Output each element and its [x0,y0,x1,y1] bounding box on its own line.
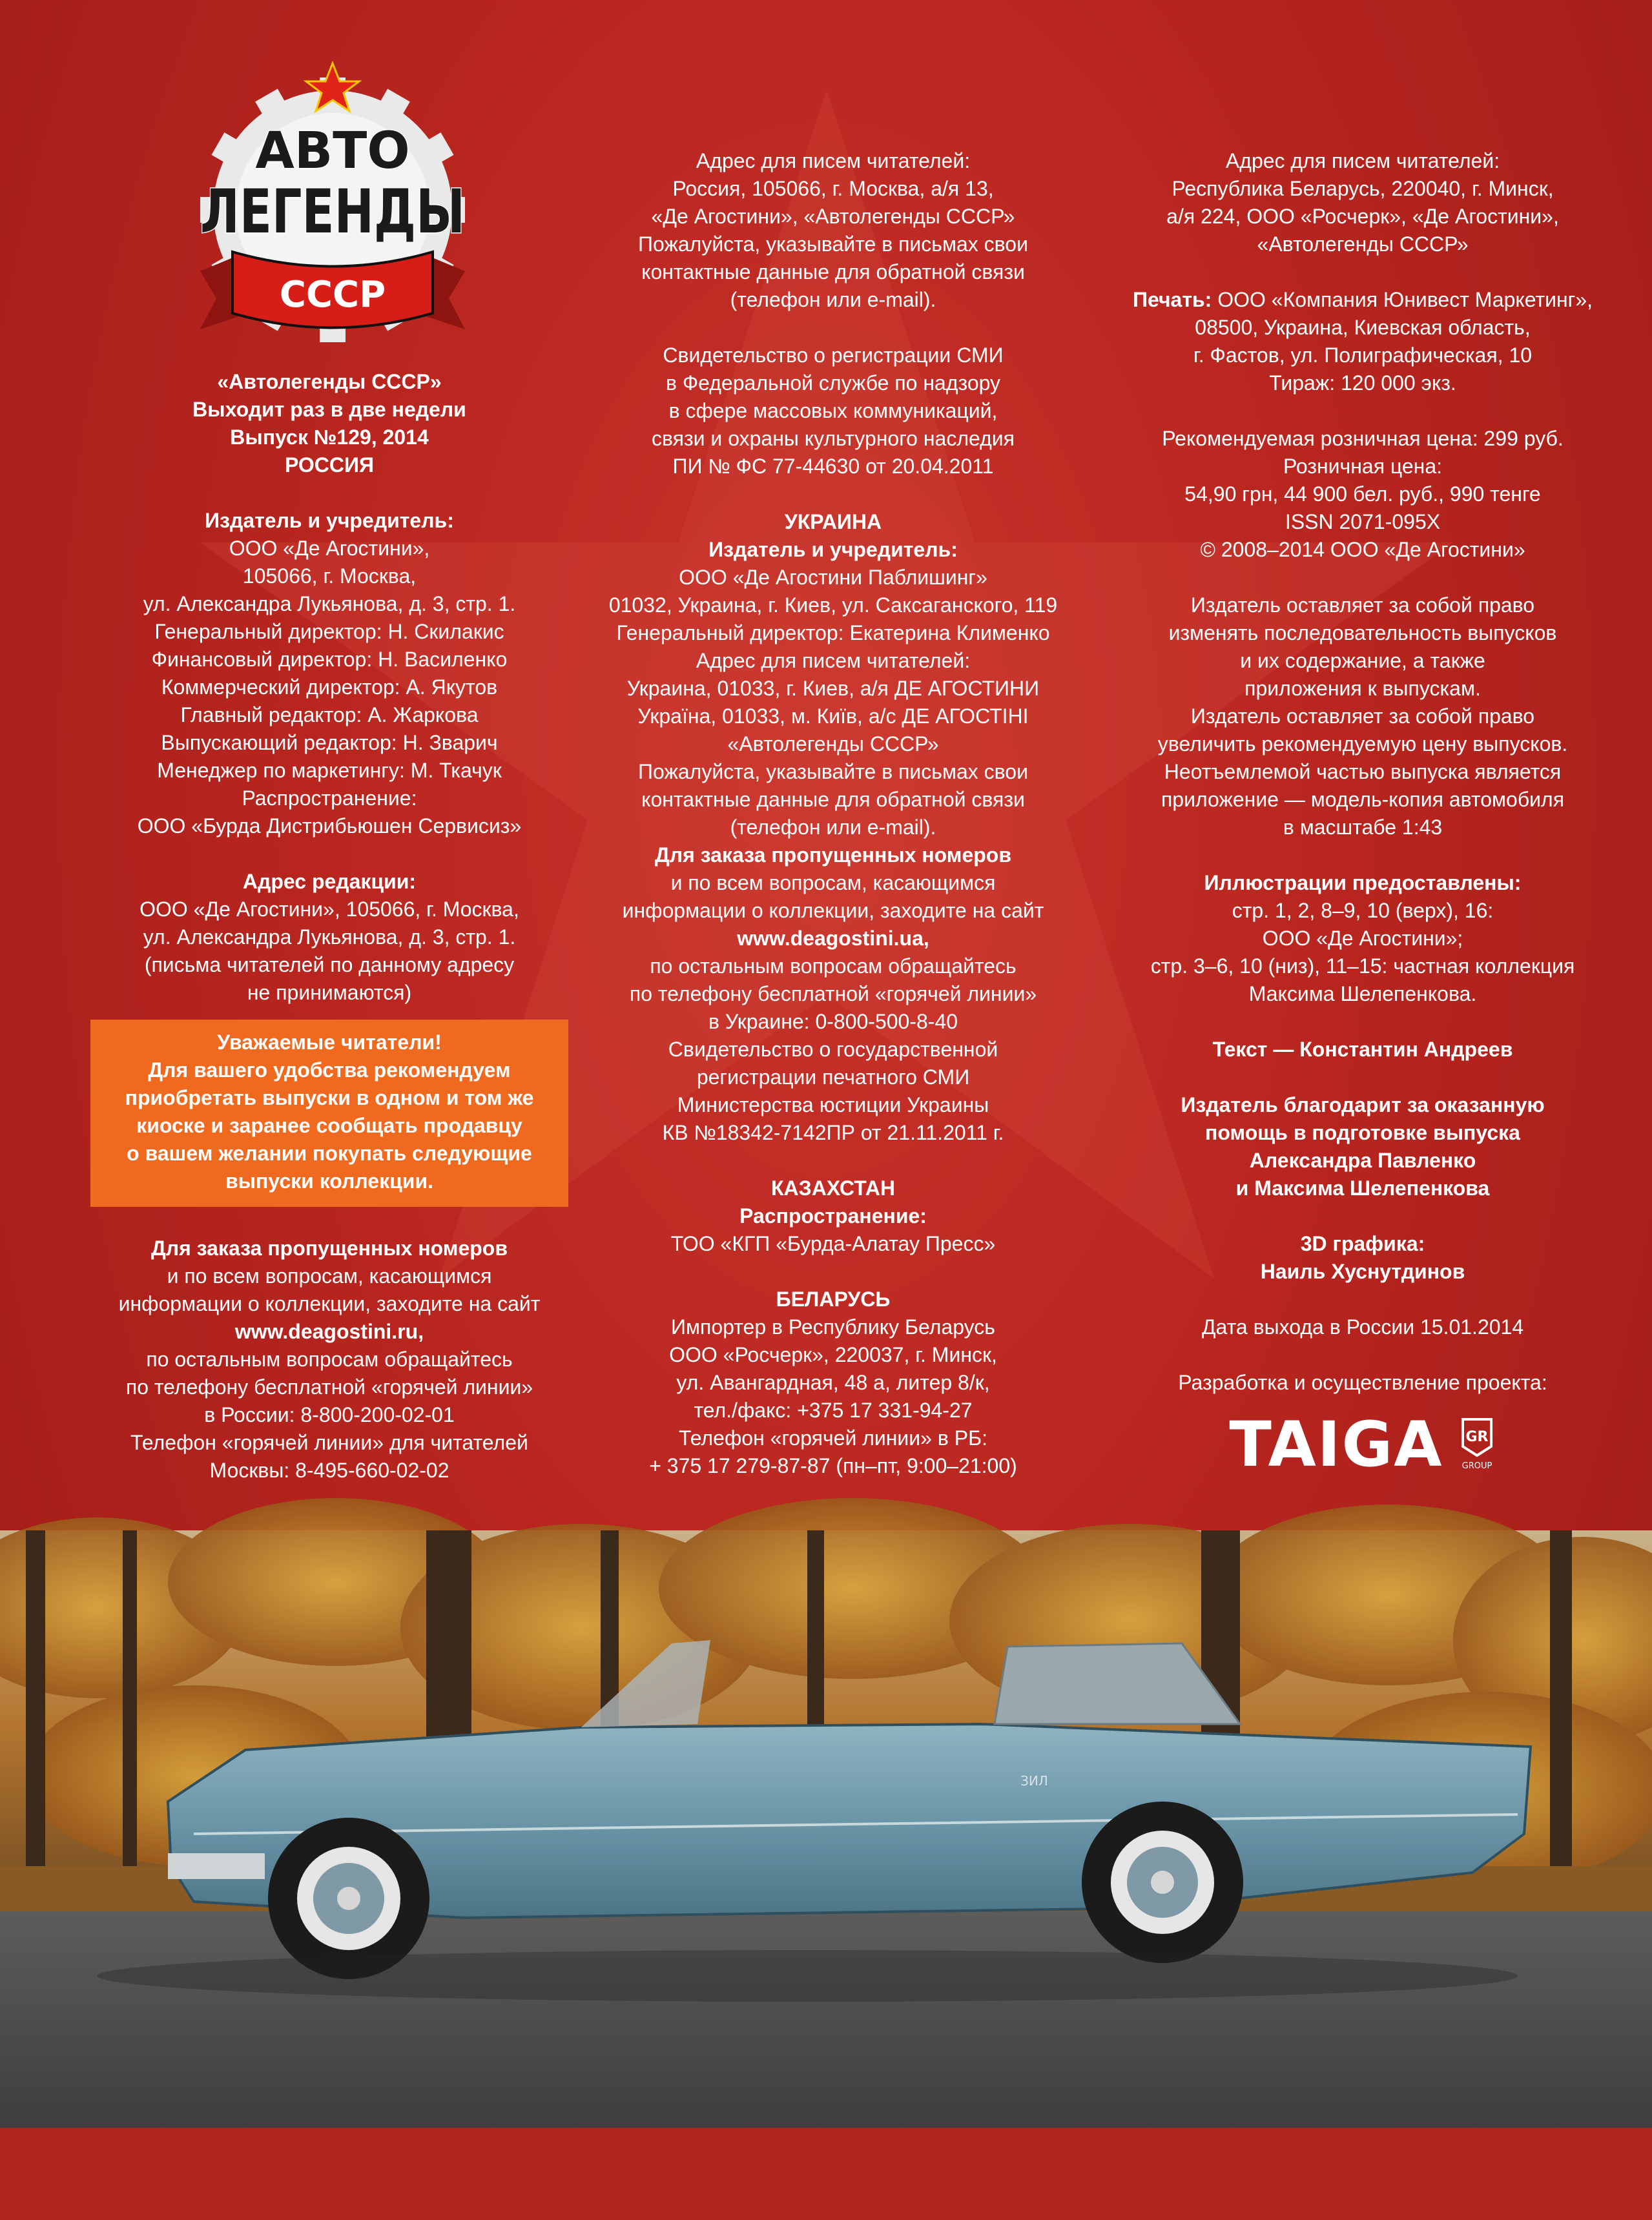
masthead: «Автолегенды СССР» Выходит раз в две недели Выпуск №129, 2014 РОССИЯ [192,370,466,477]
graphics-heading: 3D графика: [1300,1232,1425,1255]
ukraine-order-heading: Для заказа пропущенных номеров [654,843,1012,867]
text-credit: Текст — Константин Андреев [1212,1038,1513,1061]
svg-text:СССР: СССР [279,274,386,316]
car-shadow [97,1950,1518,2002]
car-photo [0,1530,1652,2128]
group-badge-icon [1458,1415,1496,1474]
site-link-ru[interactable]: www.deagostini.ru, [234,1320,424,1343]
belarus-block: Импортер в Республику Беларусь ООО «Росчерк», 220037, г. Минск, ул. Авангардная, 48 а, литер 8/к, тел./факс: +375 17 331-94-27 Телефон «горячей линии» в РБ: + 375 17 279-87-87 (пн–пт, 9:00–21:00) [649,1315,1017,1477]
rights-block: Издатель оставляет за собой право изменять последовательность выпусков и их содержание, а также приложения к выпускам. Издатель оставляет за собой право увеличить рекомендуемую цену выпусков. Неотъемлемой частью выпуска является приложение — модель-копия автомобиля в масштабе 1:43 [1157,593,1568,839]
print-line: Печать: ООО «Компания Юнивест Маркетинг», [1132,288,1593,311]
ukraine-order-line: информации о коллекции, заходите на сайт [622,899,1044,922]
thanks-block: Издатель благодарит за оказанную помощь в подготовке выпуска Александра Павленко и Максима Шелепенкова [1181,1093,1545,1200]
right-column [1085,147,1640,1481]
editorial-heading: Адрес редакции: [242,870,417,893]
belarus-heading: БЕЛАРУСЬ [776,1288,891,1311]
russia-letters-block: Адрес для писем читателей: Россия, 105066, г. Москва, а/я 13, «Де Агостини», «Автолегенды СССР» Пожалуйста, указывайте в письмах свои контактные данные для обратной связи (телефон или e-mail). [638,149,1028,311]
release-date: Дата выхода в России 15.01.2014 [1201,1315,1524,1339]
ukraine-block: ООО «Де Агостини Паблишинг» 01032, Украина, г. Киев, ул. Саксаганского, 119 Генеральный директор: Екатерина Клименко Адрес для писем читателей: Украина, 01033, г. Киев, а/я ДЕ АГОСТИНИ Україна, 01033, м. Київ, а/с ДЕ АГОСТІНІ «Автолегенды СССР» Пожалуйста, указывайте в письмах свои контактные данные для обратной связи (телефон или e-mail). [608,566,1058,839]
avtolegendy-logo [187,58,478,375]
ukraine-heading: УКРАИНА [784,510,882,533]
site-link-ua[interactable]: www.deagostini.ua, [737,927,929,950]
taiga-logo [1085,1408,1640,1481]
registration-block: Свидетельство о регистрации СМИ в Федеральной службе по надзору в сфере массовых коммуникаций, связи и охраны культурного наследия ПИ № ФС 77-44630 от 20.04.2011 [652,344,1015,478]
publisher-block: ООО «Де Агостини», 105066, г. Москва, ул. Александра Лукьянова, д. 3, стр. 1. Генеральный директор: Н. Скилакис Финансовый директор: Н. Василенко Коммерческий директор: А. Якутов Главный редактор: А. Жаркова Выпускающий редактор: Н. Зварич Менеджер по маркетингу: М. Ткачук Распространение: ООО «Бурда Дистрибьюшен Сервисиз» [137,537,522,838]
svg-text:ЛЕГЕНДЫ: ЛЕГЕНДЫ [200,177,465,247]
price-block: Рекомендуемая розничная цена: 299 руб. Розничная цена: 54,90 грн, 44 900 бел. руб., 990 тенге ISSN 2071-095X © 2008–2014 ООО «Де Агостини» [1162,427,1564,561]
order-line: информации о коллекции, заходите на сайт [118,1292,541,1315]
taiga-wordmark: TAIGA [1229,1408,1443,1481]
middle-column [568,147,1098,1480]
graphics-name: Наиль Хуснутдинов [1260,1260,1465,1283]
print-block: 08500, Украина, Киевская область, г. Фастов, ул. Полиграфическая, 10 Тираж: 120 000 экз. [1193,316,1533,395]
rear-wheel [1082,1802,1243,1963]
left-column [97,368,562,1485]
development-label: Разработка и осуществление проекта: [1178,1371,1547,1394]
order-line: и по всем вопросам, касающимся [167,1264,492,1288]
svg-text:GROUP: GROUP [1461,1461,1492,1471]
kazakhstan-heading: КАЗАХСТАН [771,1177,895,1200]
editorial-block: ООО «Де Агостини», 105066, г. Москва, ул. Александра Лукьянова, д. 3, стр. 1. (письма читателей по данному адресу не принимаются) [139,898,519,1004]
svg-text:GR: GR [1465,1429,1489,1445]
car-badge: ЗИЛ [1020,1773,1048,1789]
ukraine-order-line: и по всем вопросам, касающимся [670,871,996,894]
order-heading: Для заказа пропущенных номеров [150,1237,508,1260]
ukraine-hotline-block: по остальным вопросам обращайтесь по телефону бесплатной «горячей линии» в Украине: 0-800-500-8-40 Свидетельство о государственной регистрации печатного СМИ Министерства юстиции Украины КВ №18342-7142ПР от 21.11.2011 г. [629,954,1037,1144]
illustrations-heading: Иллюстрации предоставлены: [1204,871,1522,894]
road [0,1911,1652,2128]
publisher-heading: Издатель и учредитель: [205,509,454,532]
reader-notice-box: Уважаемые читатели! Для вашего удобства рекомендуем приобретать выпуски в одном и том же киоске и заранее сообщать продавцу о вашем желании покупать следующие выпуски коллекции. [90,1020,568,1207]
illustrations-block: стр. 1, 2, 8–9, 10 (верх), 16: ООО «Де Агостини»; стр. 3–6, 10 (низ), 11–15: частная коллекция Максима Шелепенкова. [1150,899,1575,1005]
ukraine-publisher-heading: Издатель и учредитель: [708,538,958,561]
kazakhstan-sub: Распространение: [739,1204,927,1228]
bottom-red-strip [0,2128,1652,2220]
belarus-letters-block: Адрес для писем читателей: Республика Беларусь, 220040, г. Минск, а/я 224, ООО «Росчерк», «Де Агостини», «Автолегенды СССР» [1166,149,1559,256]
svg-text:АВТО: АВТО [255,122,410,180]
kazakhstan-line: ТОО «КГП «Бурда-Алатау Пресс» [670,1232,996,1255]
hotline-block: по остальным вопросам обращайтесь по телефону бесплатной «горячей линии» в России: 8-800-200-02-01 Телефон «горячей линии» для читателей Москвы: 8-495-660-02-02 [125,1348,533,1482]
